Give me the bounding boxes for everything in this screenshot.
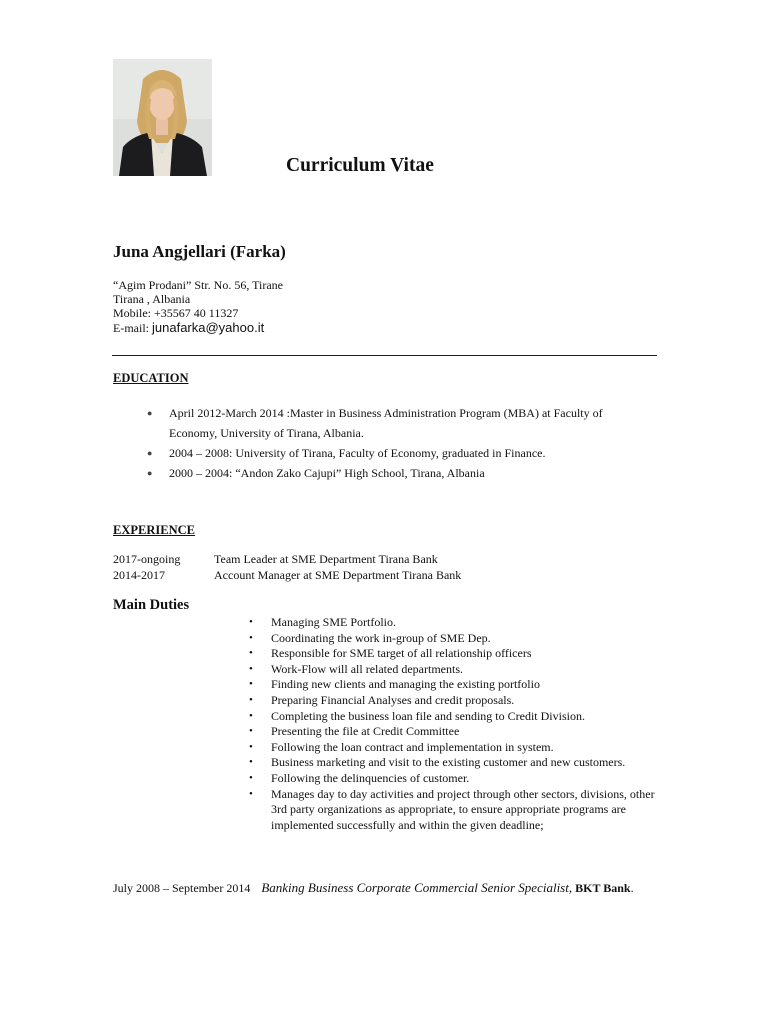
experience-period: 2017-ongoing <box>113 552 181 566</box>
bullet-icon: • <box>249 662 253 675</box>
duty-item: • Business marketing and visit to the existing customer and new customers. <box>249 755 626 770</box>
duty-item: • Following the delinquencies of customer. <box>249 770 470 785</box>
duty-item: • Responsible for SME target of all relationship officers <box>249 646 532 661</box>
bullet-icon: • <box>249 725 253 738</box>
experience-role: Team Leader at SME Department Tirana Bank <box>214 552 438 566</box>
bullet-icon: • <box>249 631 253 644</box>
duty-item: • Work-Flow will all related departments. <box>249 661 463 676</box>
duty-item: • Manages day to day activities and project through other sectors, divisions, other 3rd party organizations as appropriate, to ensure appropriate programs are implemented successfully and within the given deadline; <box>249 786 655 832</box>
bkt-experience-entry <box>113 879 673 897</box>
bullet-icon: ● <box>147 448 153 458</box>
duty-item: • Completing the business loan file and sending to Credit Division. <box>249 708 585 723</box>
experience-heading: EXPERIENCE <box>113 523 195 537</box>
bullet-icon: • <box>249 740 253 753</box>
bullet-icon: • <box>249 771 253 784</box>
main-duties-heading: Main Duties <box>113 597 190 613</box>
experience-row <box>113 552 438 567</box>
bullet-icon: • <box>249 678 253 691</box>
duty-item: • Presenting the file at Credit Committee <box>249 724 460 739</box>
profile-photo-image <box>113 59 212 176</box>
email-link[interactable]: junafarka@yahoo.it <box>152 320 265 335</box>
duty-item: • Following the loan contract and implementation in system. <box>249 739 554 754</box>
bkt-end: . <box>630 881 634 895</box>
bullet-icon: • <box>249 756 253 769</box>
bullet-icon: ● <box>147 468 153 478</box>
bkt-role: Banking Business Corporate Commercial Senior Specialist, <box>261 880 573 895</box>
bullet-icon: • <box>249 616 253 628</box>
email-label: E-mail: <box>113 321 152 335</box>
profile-photo <box>113 59 212 176</box>
bullet-icon: • <box>249 709 253 722</box>
bkt-company: BKT Bank <box>575 881 631 895</box>
experience-row <box>113 568 461 583</box>
email-line <box>113 321 283 335</box>
education-heading: EDUCATION <box>113 371 189 385</box>
duty-item: • Coordinating the work in-group of SME Dep. <box>249 630 491 645</box>
address-line-2: Tirana , Albania <box>113 292 191 306</box>
contact-block <box>113 278 283 335</box>
duties-list <box>247 615 657 833</box>
header-divider <box>112 355 657 356</box>
bullet-icon: • <box>249 693 253 706</box>
mobile-number: Mobile: +35567 40 11327 <box>113 306 239 320</box>
bullet-icon: • <box>249 787 253 800</box>
education-item: ● 2000 – 2004: “Andon Zako Cajupi” High School, Tirana, Albania <box>147 463 647 483</box>
duty-item: • Finding new clients and managing the existing portfolio <box>249 677 540 692</box>
education-list <box>147 403 647 483</box>
duty-item: • Managing SME Portfolio. <box>249 615 396 629</box>
education-item: ● April 2012-March 2014 :Master in Business Administration Program (MBA) at Faculty of Economy, University of Tirana, Albania. <box>147 403 647 443</box>
bullet-icon: • <box>249 647 253 660</box>
bkt-period: July 2008 – September 2014 <box>113 881 251 895</box>
education-item: ● 2004 – 2008: University of Tirana, Faculty of Economy, graduated in Finance. <box>147 443 647 463</box>
address-line-1: “Agim Prodani” Str. No. 56, Tirane <box>113 278 283 292</box>
experience-role: Account Manager at SME Department Tirana Bank <box>214 568 462 582</box>
candidate-name: Juna Angjellari (Farka) <box>113 242 286 261</box>
document-title: Curriculum Vitae <box>286 155 434 176</box>
bullet-icon: ● <box>147 408 153 418</box>
experience-period: 2014-2017 <box>113 568 165 582</box>
duty-item: • Preparing Financial Analyses and credit proposals. <box>249 692 515 707</box>
